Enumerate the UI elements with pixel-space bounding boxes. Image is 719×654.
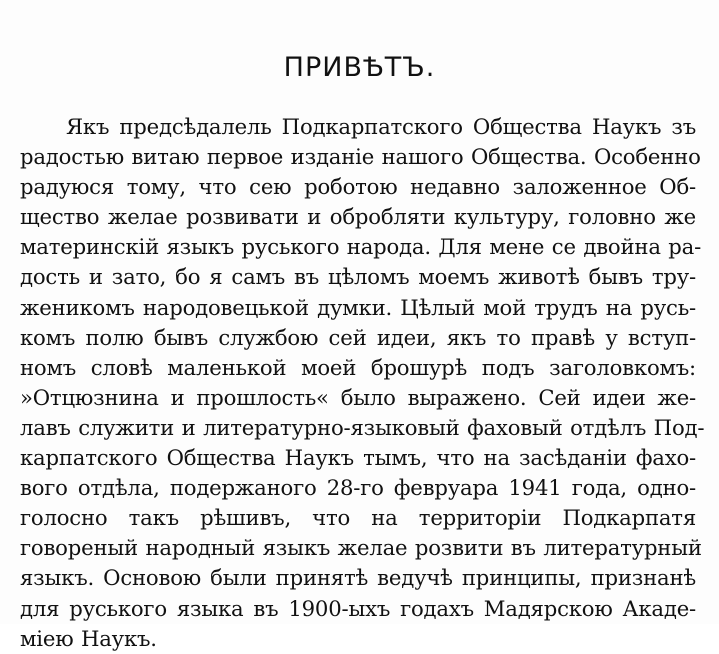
text-line: радуюся тому, что сею роботою недавно заложенное Об- [20,174,696,200]
text-line: для руського языка въ 1900-ыхъ годахъ Мадярскою Акаде- [20,595,696,621]
text-line: номъ словѣ маленькой моей брошурѣ подъ заголовкомъ: [20,354,696,380]
text-line: карпатского Общества Наукъ тымъ, что на засѣданіи фахо- [20,445,696,471]
text-line: комъ полю бывъ службою сей идеи, якъ то правѣ у вступ- [20,324,696,350]
page-title: ПРИВѢТЪ. [283,52,436,83]
text-line: міею Наукъ. [20,625,157,651]
body-text [20,112,705,654]
text-line: женикомъ народовецькой думки. Цѣлый мой трудъ на русь- [20,294,696,320]
text-line: »Отцюзнина и прошлость« было выражено. Сей идеи же- [20,384,696,410]
text-line: щество желае розвивати и обробляти культуру, головно же [20,204,696,230]
text-line: говореный народный языкъ желае розвити въ литературный [20,535,702,561]
text-line: радостью витаю первое изданіе нашого Общества. Особенно [20,144,701,170]
text-line: голосно такъ рѣшивъ, что на территоріи Подкарпатя [20,505,696,531]
text-line: лавъ служити и литературно-языковый фаховый отдѣлъ Под- [20,414,705,440]
text-line: дость и зато, бо я самъ въ цѣломъ моемъ животѣ бывъ тру- [20,264,696,290]
text-line: вого отдѣла, подержаного 28-го февруара 1941 года, одно- [20,475,696,501]
text-line: материнскій языкъ руського народа. Для мене се двойна ра- [20,234,702,260]
text-line: Якъ предсѣдалель Подкарпатского Общества Наукъ зъ [66,114,696,139]
text-line: языкъ. Основою были принятѣ ведучѣ принципы, признанѣ [20,565,696,591]
